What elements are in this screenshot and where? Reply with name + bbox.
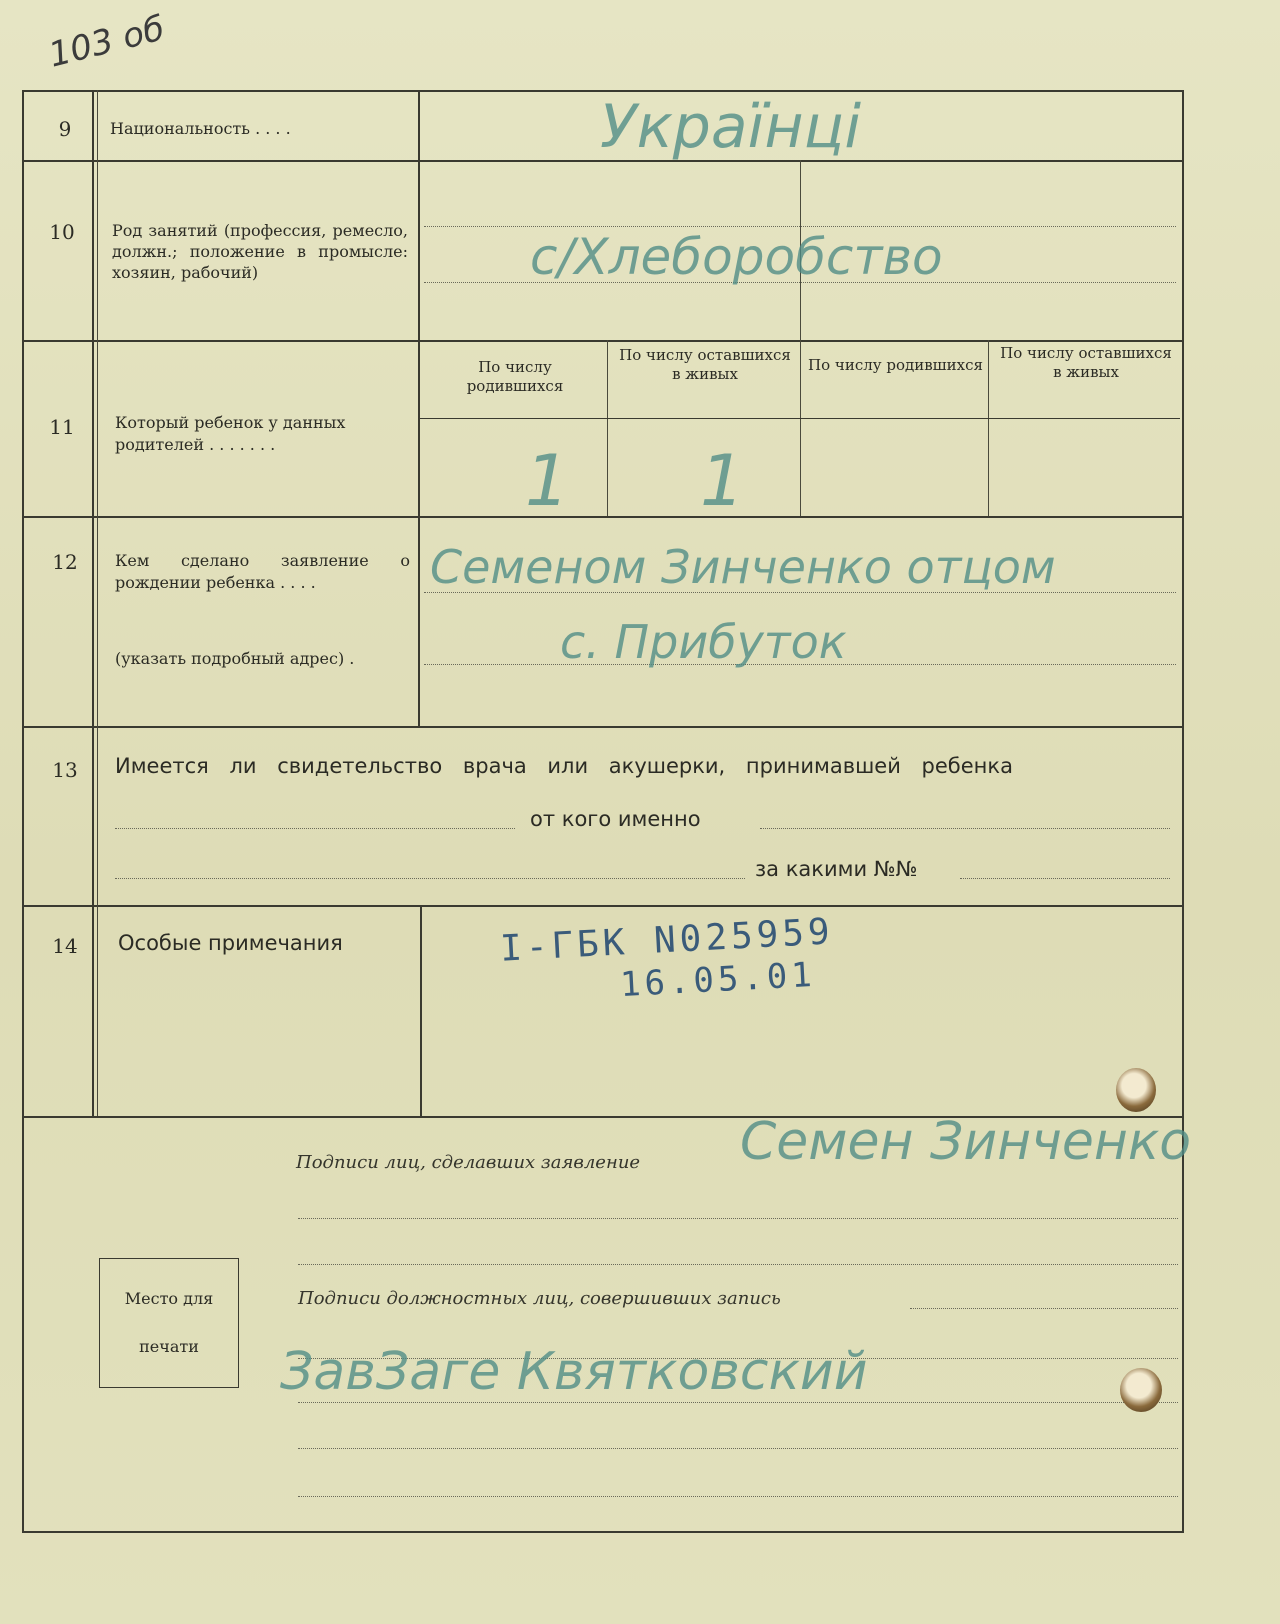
dotted-line xyxy=(760,828,1170,829)
note-date: 16.05.01 xyxy=(619,954,817,1006)
seal-place-line2: печати xyxy=(139,1337,199,1356)
from-whom-label: от кого именно xyxy=(530,807,701,831)
which-numbers-label: за какими №№ xyxy=(755,857,918,881)
dotted-line xyxy=(115,878,745,879)
row-13-number: 13 xyxy=(52,758,78,782)
col-born-2: По числу родившихся xyxy=(808,356,983,374)
nationality-value: Українці xyxy=(600,92,862,162)
column-divider xyxy=(607,340,608,516)
alive-count-value: 1 xyxy=(700,440,745,522)
column-divider xyxy=(92,90,94,1116)
col-alive-1: По числу оставшихся в живых xyxy=(619,346,791,383)
note-reference: I-ГБК N025959 xyxy=(499,911,835,970)
column-divider xyxy=(800,340,801,516)
dotted-line xyxy=(298,1448,1178,1449)
dotted-line xyxy=(115,828,515,829)
subheader-divider xyxy=(420,418,1180,419)
archive-mark: 103 об xyxy=(44,8,169,76)
row-12-number: 12 xyxy=(52,550,78,574)
row-9-label: Национальность . . . . xyxy=(110,119,291,138)
seal-place-line1: Место для xyxy=(124,1289,214,1308)
punch-hole xyxy=(1120,1368,1162,1412)
row-14-number: 14 xyxy=(52,934,78,958)
row-14-label: Особые примечания xyxy=(118,931,343,955)
applicant-value: Семеном Зинченко отцом xyxy=(430,540,1056,594)
row-11-label: Который ребенок у данных родителей . . . . . . . xyxy=(115,413,346,454)
applicants-signature-label: Подписи лиц, сделавших заявление xyxy=(296,1152,641,1173)
dotted-line xyxy=(298,1218,1178,1219)
applicant-signature: Семен Зинченко xyxy=(740,1112,1192,1172)
row-divider xyxy=(22,340,1182,342)
dotted-line xyxy=(298,1402,1178,1403)
occupation-value: с/Хлеборобство xyxy=(530,228,943,286)
seal-place-box xyxy=(99,1258,239,1388)
punch-hole xyxy=(1116,1068,1156,1112)
dotted-line xyxy=(298,1496,1178,1497)
row-10-number: 10 xyxy=(49,220,75,244)
dotted-line xyxy=(960,878,1170,879)
born-count-value: 1 xyxy=(525,440,570,522)
column-divider xyxy=(97,90,98,1116)
column-divider xyxy=(988,340,989,516)
column-divider xyxy=(420,905,422,1116)
row-divider xyxy=(22,905,1182,907)
official-signature: ЗавЗаге Квятковский xyxy=(280,1342,868,1402)
dotted-line xyxy=(424,226,1176,227)
row-13-line: Имеется ли свидетельство врача или акушерки, принимавшей ребенка xyxy=(115,754,1013,778)
row-10-label: Род занятий (профессия, ремесло, должн.; положение в промысле: хозяин, рабочий) xyxy=(112,221,408,282)
officials-signature-label: Подписи должностных лиц, совершивших запись xyxy=(298,1288,781,1309)
dotted-line xyxy=(298,1264,1178,1265)
row-9-number: 9 xyxy=(58,117,72,141)
col-born-1: По числу родившихся xyxy=(466,358,564,395)
column-divider xyxy=(418,90,420,726)
dotted-line xyxy=(910,1308,1178,1309)
col-alive-2: По числу оставшихся в живых xyxy=(1000,344,1172,381)
address-value: с. Прибуток xyxy=(560,615,847,669)
row-12-label: Кем сделано заявление о рождении ребенка . . . . xyxy=(115,551,410,592)
row-11-number: 11 xyxy=(49,415,75,439)
row-divider xyxy=(22,726,1182,728)
row-12-address-label: (указать подробный адрес) . xyxy=(115,649,355,668)
row-divider xyxy=(22,516,1182,518)
